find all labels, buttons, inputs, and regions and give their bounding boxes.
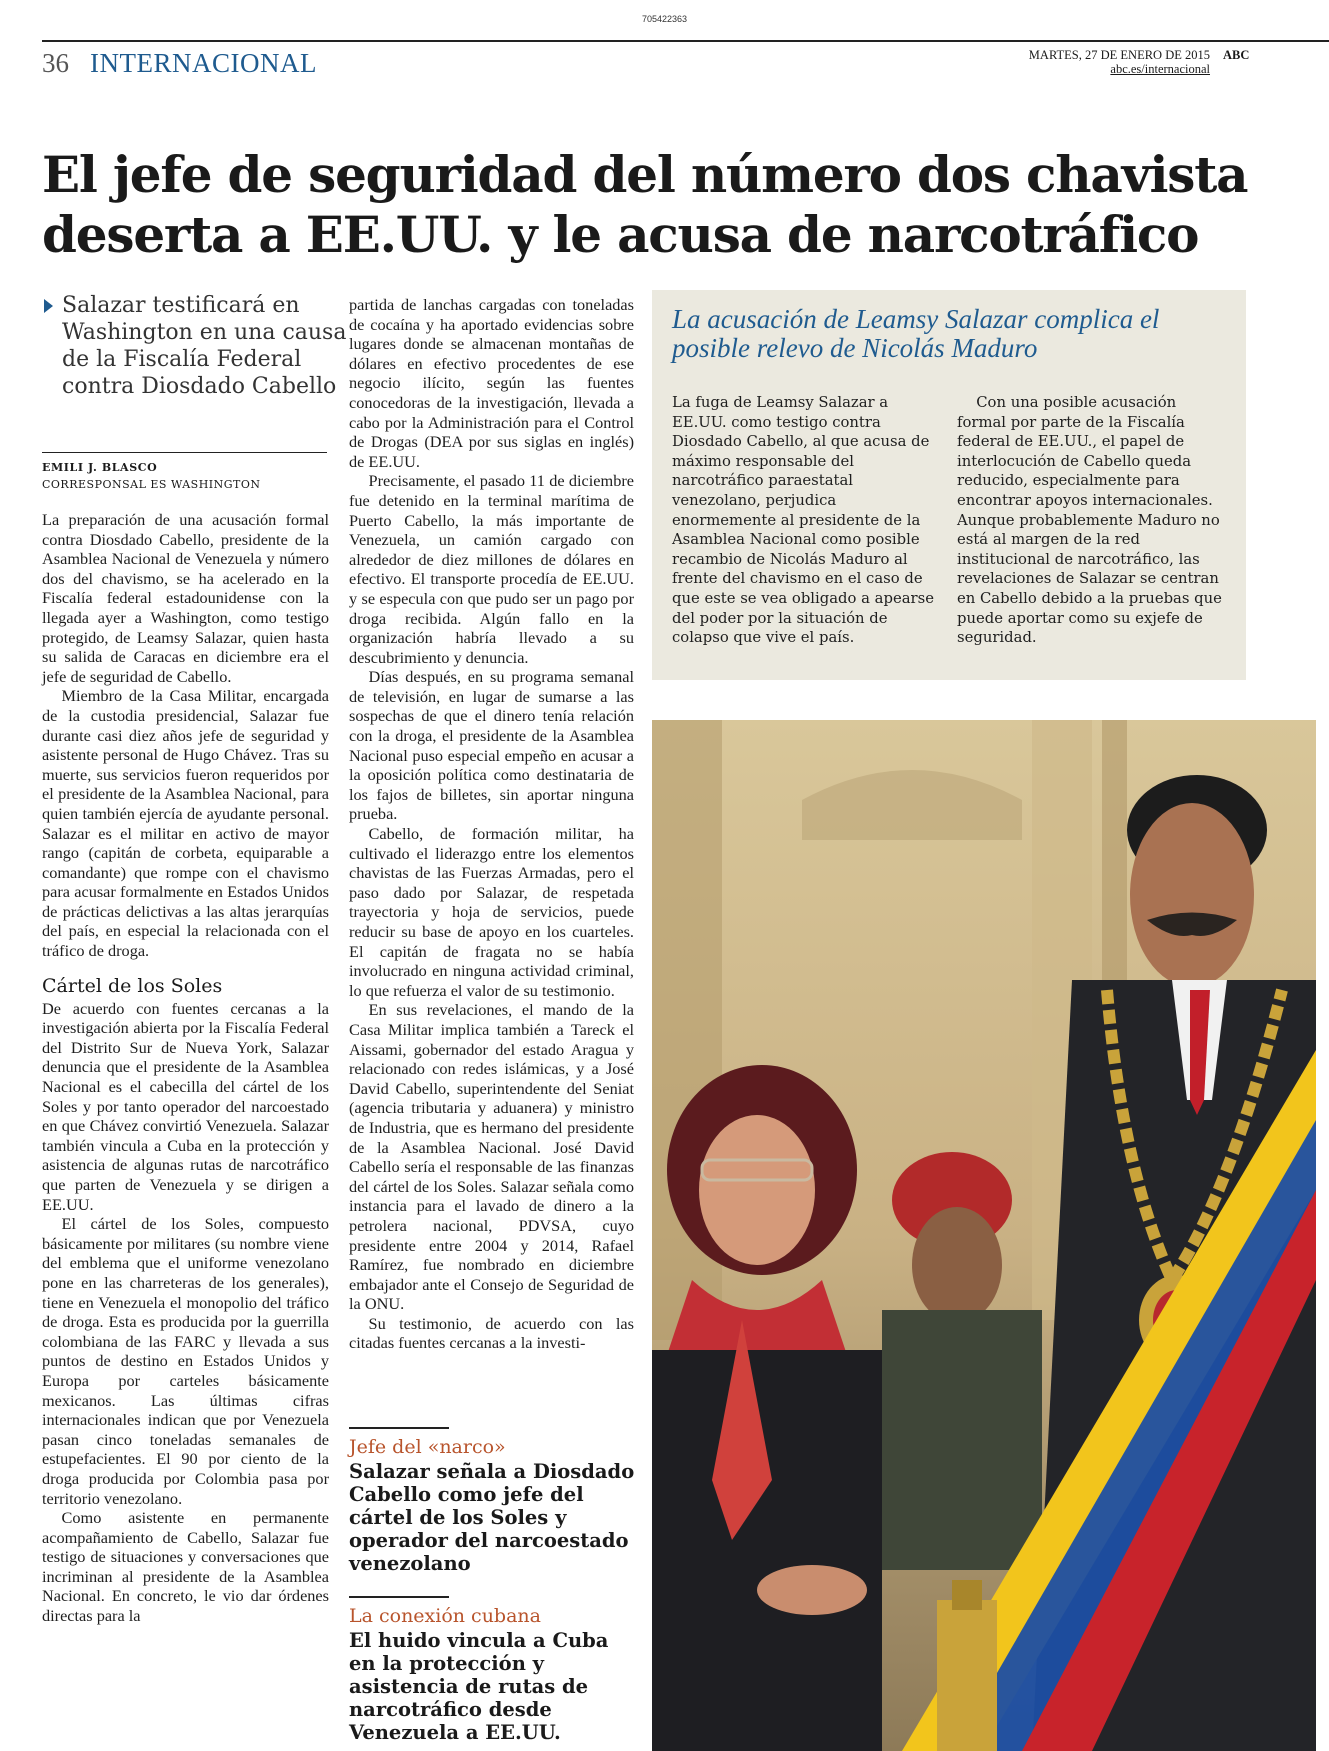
sidebar-rule — [349, 1596, 449, 1598]
body-paragraph: Precisamente, el pasado 11 de diciembre fue detenido en la terminal marítima de Puerto Cabello, la más importante de Venezuela, un camión cargado con alrededor de diez millones de dólares en efectivo. El transporte procedía de EE.UU. y se especula con que pudo ser un pago por droga recibida. Algún fallo en la organización habría llevado a su descubrimiento y denuncia. — [349, 471, 634, 667]
news-photo — [652, 720, 1316, 1751]
byline-role: CORRESPONSAL ES WASHINGTON — [42, 478, 261, 491]
body-paragraph: partida de lanchas cargadas con toneladas de cocaína y ha aportado evidencias sobre lugares donde se almacenan montañas de dólares en efectivo procedentes de ese negocio ilícito, según las fuentes conocedoras de la investigación, llevada a cabo por la Administración para el Control de Drogas (DEA por sus siglas en inglés) de EE.UU. — [349, 295, 634, 471]
body-column-2 — [349, 295, 634, 1353]
body-paragraph: Cabello, de formación militar, ha cultivado el liderazgo entre los elementos chavistas de las Fuerzas Armadas, pero el paso dado por Salazar, de respetada trayectoria y hoja de servicios, puede reducir su base de apoyo en los cuarteles. El capitán de fragata no se había involucrado en ninguna actividad criminal, lo que refuerza el valor de su testimonio. — [349, 824, 634, 1000]
body-paragraph: Miembro de la Casa Militar, encargada de la custodia presidencial, Salazar fue durante casi diez años jefe de seguridad y asistente personal de Hugo Chávez. Tras su muerte, sus servicios fueron requeridos por el presidente de la Asamblea Nacional, para quien también ejercía de ayudante personal. Salazar es el militar en activo de mayor rango (capitán de corbeta, equiparable a comandante) que rompe con el chavismo para acusar formalmente en Estados Unidos de prácticas delictivas a las altas jerarquías del país, en especial la relacionada con el tráfico de droga. — [42, 686, 329, 961]
issue-date: MARTES, 27 DE ENERO DE 2015 — [1028, 48, 1210, 62]
body-paragraph: De acuerdo con fuentes cercanas a la investigación abierta por la Fiscalía Federal del Distrito Sur de Nueva York, Salazar denuncia que el presidente de la Asamblea Nacional es el cabecilla del cártel de los Soles y por tanto operador del narcoestado en que Chávez convirtió Venezuela. Salazar también vincula a Cuba en la protección y asistencia de algunas rutas de narcotráfico que parten de Venezuela y se dirigen a EE.UU. — [42, 998, 329, 1214]
deck: Salazar testificará en Washington en una causa de la Fiscalía Federal contra Diosdado Cabello — [62, 293, 347, 399]
analysis-paragraph: Con una posible acusación formal por parte de la Fiscalía federal de EE.UU., el papel de interlocución de Cabello queda reducido, especialmente para encontrar apoyos internacionales. Aunque probablemente Maduro no está al margen de la red institucional de narcotráfico, las revelaciones de Salazar se centran en Cabello debido a la pruebas que puede aportar como su exjefe de seguridad. — [957, 394, 1222, 647]
sidebar-rule — [349, 1427, 449, 1429]
headline-line-2: deserta a EE.UU. y le acusa de narcotráfico — [42, 205, 1199, 264]
byline-name: EMILI J. BLASCO — [42, 461, 158, 474]
body-column-1 — [42, 510, 329, 1626]
sidebar-text: El huido vincula a Cuba en la protección y asistencia de rutas de narcotráfico desde Venezuela a EE.UU. — [349, 1629, 609, 1744]
headline — [42, 145, 1302, 265]
body-paragraph: La preparación de una acusación formal contra Diosdado Cabello, presidente de la Asamblea Nacional de Venezuela y número dos del chavismo, se ha acelerado en la Fiscalía federal estadounidense con la llegada ayer a Washington, como testigo protegido, de Leamsy Salazar, quien hasta su salida de Caracas en diciembre era el jefe de seguridad de Cabello. — [42, 510, 329, 686]
header-rule — [42, 40, 1329, 42]
analysis-column-2 — [957, 393, 1225, 648]
subhead: Cártel de los Soles — [42, 974, 223, 997]
body-paragraph: Como asistente en permanente acompañamiento de Cabello, Salazar fue testigo de situaciones y conversaciones que incriminan al presidente de la Asamblea Nacional. En concreto, le vio dar órdenes directas para la — [42, 1508, 329, 1626]
document-id: 705422363 — [641, 14, 688, 24]
analysis-column-1 — [672, 393, 940, 648]
newspaper-name: ABC — [1223, 48, 1250, 62]
sidebar-text: Salazar señala a Diosdado Cabello como jefe del cártel de los Soles y operador del narcoestado venezolano — [349, 1460, 635, 1575]
sidebar-kicker: Jefe del «narco» — [349, 1436, 506, 1458]
dateline — [1000, 48, 1210, 76]
section-url[interactable]: abc.es/internacional — [1110, 62, 1210, 76]
page-number: 36 — [42, 48, 69, 78]
byline-rule — [42, 452, 327, 453]
sidebar-kicker: La conexión cubana — [349, 1605, 541, 1627]
body-paragraph: Su testimonio, de acuerdo con las citadas fuentes cercanas a la investi- — [349, 1313, 634, 1353]
analysis-paragraph: La fuga de Leamsy Salazar a EE.UU. como testigo contra Diosdado Cabello, al que acusa de máximo responsable del narcotráfico paraestatal venezolano, perjudica enormemente al presidente de la Asamblea Nacional como posible recambio de Nicolás Maduro al frente del chavismo en el caso de que este se vea obligado a apearse del poder por la situación de colapso que vive el país. — [672, 394, 934, 647]
body-paragraph: El cártel de los Soles, compuesto básicamente por militares (su nombre viene del emblema que el uniforme venezolano pone en las charreteras de los generales), tiene en Venezuela el monopolio del tráfico de droga. Esta es producida por la guerrilla colombiana de las FARC y llevada a sus puntos de destino en Estados Unidos y Europa por carteles básicamente mexicanos. Las últimas cifras internacionales indican que por Venezuela pasan cinco toneladas semanales de estupefacientes. El 90 por ciento de la droga producida por Colombia pasa por territorio venezolano. — [42, 1214, 329, 1508]
body-paragraph: En sus revelaciones, el mando de la Casa Militar implica también a Tareck el Aissami, gobernador del estado Aragua y relacionado con redes islámicas, y a José David Cabello, superintendente del Seniat (agencia tributaria y aduanera) y ministro de Industria, que es hermano del presidente de la Asamblea Nacional. José David Cabello sería el responsable de las finanzas del cártel de los Soles. Salazar señala como instancia para el lavado de dinero a la petrolera nacional, PDVSA, cuyo presidente entre 2004 y 2014, Rafael Ramírez, fue nombrado en diciembre embajador ante el Consejo de Seguridad de la ONU. — [349, 1000, 634, 1314]
section-title: INTERNACIONAL — [90, 48, 317, 78]
body-paragraph: Días después, en su programa semanal de televisión, en lugar de sumarse a las sospechas de que el dinero tenía relación con la droga, el presidente de la Asamblea Nacional puso especial empeño en acusar a la oposición política como destinataria de los fajos de billetes, sin aportar ninguna prueba. — [349, 667, 634, 824]
headline-line-1: El jefe de seguridad del número dos chavista — [42, 145, 1248, 204]
analysis-quote: La acusación de Leamsy Salazar complica el posible relevo de Nicolás Maduro — [672, 304, 1160, 363]
